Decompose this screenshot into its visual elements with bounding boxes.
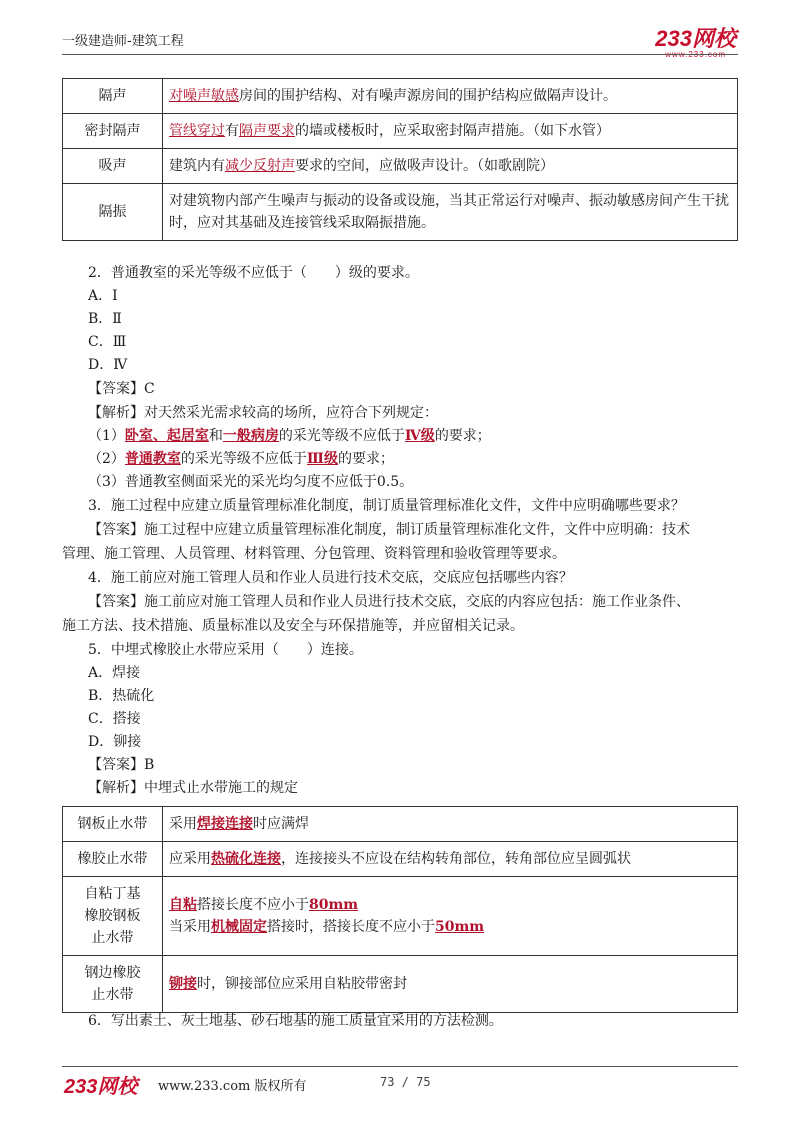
q5-option: D．铆接: [88, 734, 142, 750]
footer-copyright: www.233.com 版权所有: [158, 1079, 307, 1094]
table-row: [63, 807, 738, 842]
q2-option: B．Ⅱ: [88, 311, 122, 327]
question-3: 3．施工过程中应建立质量管理标准化制度，制订质量管理标准化文件，文件中应明确哪些要求？: [88, 498, 685, 514]
q2-rule-1: （1）卧室、起居室和一般病房的采光等级不应低于Ⅳ级的要求；: [88, 428, 491, 444]
question-5: 5．中埋式橡胶止水带应采用（ ）连接。: [88, 642, 363, 658]
brand-logo-text: 233网校: [655, 26, 736, 51]
q2-analysis: 【解析】对天然采光需求较高的场所，应符合下列规定：: [88, 405, 438, 421]
table-row: [63, 956, 738, 1013]
row-desc: 铆接时，铆接部位应采用自粘胶带密封: [163, 956, 738, 1013]
q2-option: A．Ⅰ: [88, 288, 118, 304]
q2-rule-3: （3）普通教室侧面采光的采光均匀度不应低于0.5。: [88, 474, 414, 490]
q2-option: C．Ⅲ: [88, 334, 127, 350]
table-row: [63, 149, 738, 184]
table-row: [63, 842, 738, 877]
brand-logo-site: www.233.com: [665, 50, 727, 59]
q5-answer: 【答案】B: [88, 757, 155, 773]
row-desc: 建筑内有减少反射声要求的空间，应做吸声设计。（如歌剧院）: [163, 149, 738, 184]
q3-answer: 【答案】施工过程中应建立质量管理标准化制度，制订质量管理标准化文件，文件中应明确：技术: [88, 522, 690, 538]
header-title: 一级建造师-建筑工程: [62, 34, 184, 49]
q5-option: C．搭接: [88, 711, 141, 727]
footer-divider: [62, 1066, 738, 1067]
q3-answer-cont: 管理、施工管理、人员管理、材料管理、分包管理、资料管理和验收管理等要求。: [62, 546, 566, 562]
row-name: 钢边橡胶 止水带: [63, 956, 163, 1013]
table-row: [63, 184, 738, 241]
table-row: [63, 114, 738, 149]
q2-rule-2: （2）普通教室的采光等级不应低于Ⅲ级的要求；: [88, 451, 394, 467]
row-desc: 管线穿过有隔声要求的墙或楼板时，应采取密封隔声措施。（如下水管）: [163, 114, 738, 149]
table-row: [63, 79, 738, 114]
q4-answer-cont: 施工方法、技术措施、质量标准以及安全与环保措施等，并应留相关记录。: [62, 618, 524, 634]
page-number: 73 / 75: [380, 1075, 431, 1089]
row-name: 自粘丁基 橡胶钢板 止水带: [63, 877, 163, 956]
row-name: 钢板止水带: [63, 807, 163, 842]
q4-answer: 【答案】施工前应对施工管理人员和作业人员进行技术交底，交底的内容应包括：施工作业条件、: [88, 594, 690, 610]
row-name: 隔振: [63, 184, 163, 241]
row-desc: 对建筑物内部产生噪声与振动的设备或设施，当其正常运行对噪声、振动敏感房间产生干扰时，应对其基础及连接管线采取隔振措施。: [163, 184, 738, 241]
footer-logo[interactable]: 233网校: [64, 1076, 138, 1098]
row-name: 吸声: [63, 149, 163, 184]
noise-control-table: [62, 78, 738, 241]
row-name: 橡胶止水带: [63, 842, 163, 877]
waterstop-table: [62, 806, 738, 1013]
question-6: 6．写出素土、灰土地基、砂石地基的施工质量宜采用的方法检测。: [88, 1013, 503, 1029]
row-name: 密封隔声: [63, 114, 163, 149]
row-desc: 对噪声敏感房间的围护结构、对有噪声源房间的围护结构应做隔声设计。: [163, 79, 738, 114]
header-divider: [62, 54, 738, 55]
table-row: [63, 877, 738, 956]
question-4: 4．施工前应对施工管理人员和作业人员进行技术交底，交底应包括哪些内容？: [88, 570, 573, 586]
q2-answer: 【答案】C: [88, 381, 155, 397]
row-desc: 采用焊接连接时应满焊: [163, 807, 738, 842]
q2-option: D．Ⅳ: [88, 357, 128, 373]
q5-option: A．焊接: [88, 665, 141, 681]
question-2: 2．普通教室的采光等级不应低于（ ）级的要求。: [88, 265, 419, 281]
row-desc: 自粘搭接长度不应小于80mm 当采用机械固定搭接时，搭接长度不应小于50mm: [163, 877, 738, 956]
q5-option: B．热硫化: [88, 688, 155, 704]
row-name: 隔声: [63, 79, 163, 114]
q5-analysis: 【解析】中埋式止水带施工的规定: [88, 780, 298, 796]
row-desc: 应采用热硫化连接，连接接头不应设在结构转角部位，转角部位应呈圆弧状: [163, 842, 738, 877]
